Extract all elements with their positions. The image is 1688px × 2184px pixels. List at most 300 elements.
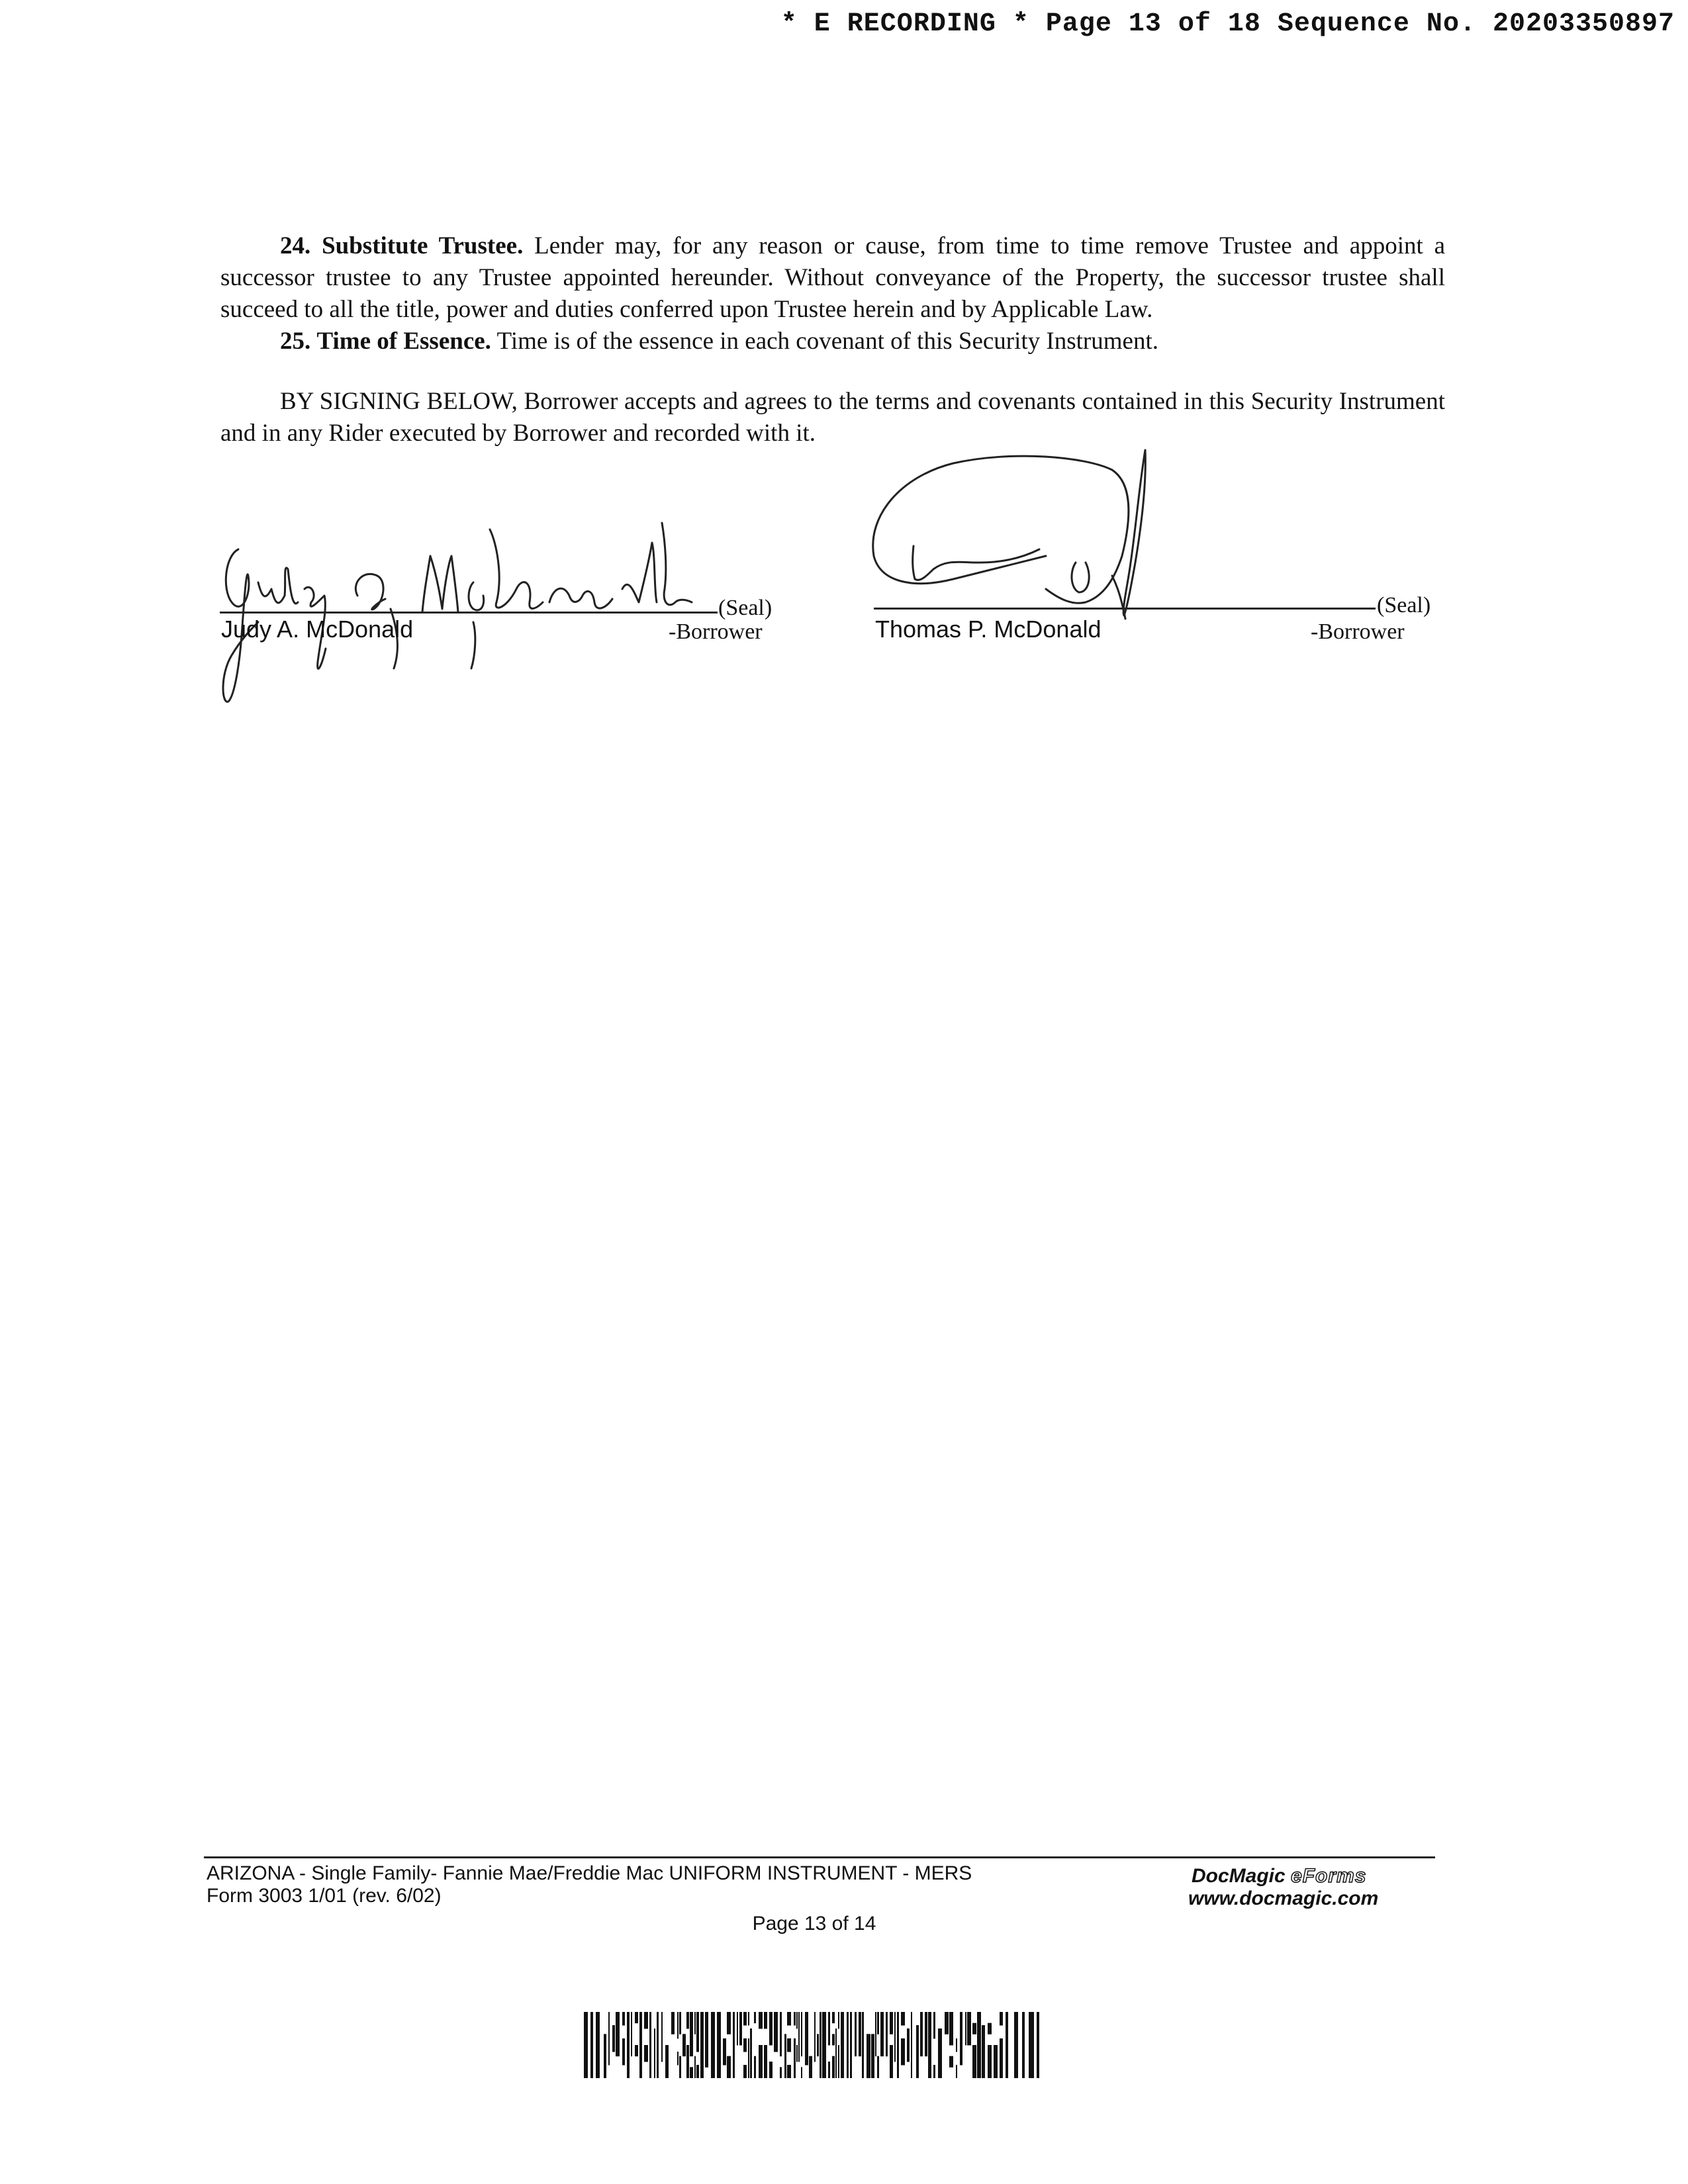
barcode-bar [928, 2034, 931, 2045]
barcode-bar [769, 2028, 773, 2046]
barcode-bar [956, 2038, 957, 2052]
barcode-bar [828, 2028, 830, 2046]
barcode-bar [690, 2034, 693, 2045]
barcode-bar [711, 2025, 715, 2039]
barcode-bar [1006, 2012, 1008, 2034]
barcode-bar [949, 2023, 953, 2034]
barcode-bar [838, 2012, 839, 2029]
barcode-bar [798, 2012, 800, 2029]
barcode-bar [739, 2012, 742, 2029]
barcode-bar [787, 2012, 791, 2026]
barcode-bar [933, 2065, 935, 2078]
barcode-bar [859, 2034, 861, 2056]
barcode-bar [886, 2023, 888, 2034]
barcode-bar [657, 2012, 659, 2034]
barcode-bar [814, 2045, 816, 2062]
barcode-bar [608, 2038, 610, 2052]
barcode-bar [835, 2028, 837, 2046]
brand-name: DocMagic [1192, 1865, 1286, 1887]
barcode-bar [847, 2045, 849, 2062]
barcode-bar [764, 2012, 767, 2029]
barcode-bar [945, 2012, 949, 2034]
barcode-bar [649, 2023, 651, 2034]
barcode-bar [820, 2012, 821, 2029]
barcode-bar [661, 2012, 663, 2029]
barcode-bar [928, 2012, 931, 2023]
barcode-bar [938, 2045, 942, 2062]
barcode-bar [822, 2028, 826, 2046]
barcode-bar [925, 2012, 927, 2034]
barcode-bar [654, 2028, 655, 2046]
barcode-bar [759, 2045, 763, 2062]
barcode-bar [727, 2012, 731, 2034]
barcode-bar [677, 2052, 679, 2066]
barcode-bar [639, 2065, 642, 2078]
barcode-bar [907, 2028, 910, 2046]
barcode-bar [794, 2012, 796, 2026]
barcode-bar [801, 2034, 802, 2045]
barcode-bar [805, 2012, 808, 2026]
barcode-bar [897, 2038, 899, 2052]
barcode-bar [972, 2023, 976, 2034]
barcode-bar [916, 2038, 919, 2052]
barcode-bar [774, 2025, 778, 2039]
barcode-bar [938, 2062, 942, 2078]
barcode-bar [1014, 2012, 1018, 2078]
barcode-bar [890, 2012, 893, 2023]
barcode-bar [933, 2025, 935, 2039]
barcode-bar [665, 2062, 669, 2078]
barcode-bar [690, 2012, 693, 2023]
barcode-bar [977, 2056, 981, 2078]
barcode-bar [871, 2056, 874, 2078]
barcode-bar [608, 2012, 610, 2026]
form-number: Form 3003 1/01 (rev. 6/02) [207, 1885, 442, 1907]
barcode-bar [677, 2025, 679, 2039]
barcode-bar [901, 2012, 905, 2026]
barcode-bar [661, 2028, 663, 2046]
section-25-text: Time is of the essence in each covenant of this Security Instrument. [496, 328, 1158, 355]
barcode-bar [1029, 2012, 1034, 2078]
barcode-bar [862, 2012, 864, 2034]
barcode-bar [743, 2065, 747, 2078]
barcode-bar [631, 2034, 632, 2056]
barcode-image [584, 2012, 1041, 2078]
barcode-bar [832, 2034, 835, 2045]
barcode-bar [982, 2025, 985, 2039]
barcode-bar [696, 2012, 699, 2026]
barcode-bar [977, 2012, 981, 2034]
barcode-bar [780, 2045, 782, 2056]
barcode-bar [635, 2045, 638, 2056]
barcode-bar [750, 2045, 752, 2062]
signature-line-thomas [874, 608, 1376, 610]
barcode-bar [711, 2052, 715, 2066]
barcode-bar [690, 2067, 693, 2078]
barcode-bar [686, 2062, 689, 2078]
barcode-bar [671, 2012, 675, 2034]
barcode-bar [696, 2038, 699, 2052]
barcode-bar [907, 2045, 910, 2062]
barcode-bar [880, 2012, 884, 2023]
barcode-bar [960, 2052, 962, 2066]
barcode-bar [796, 2012, 798, 2029]
barcode-bar [982, 2038, 985, 2052]
barcode-bar [875, 2034, 876, 2056]
barcode-bar [890, 2067, 893, 2078]
barcode-bar [916, 2052, 919, 2066]
barcode-bar [920, 2012, 923, 2034]
barcode-bar [639, 2052, 642, 2066]
barcode-bar [862, 2034, 864, 2056]
barcode-bar [661, 2045, 663, 2062]
barcode-bar [649, 2045, 651, 2056]
barcode-bar [717, 2012, 721, 2034]
barcode-bar [1037, 2012, 1039, 2078]
barcode-bar [733, 2028, 735, 2046]
barcode-bar [627, 2034, 630, 2056]
barcode-bar [798, 2045, 800, 2062]
barcode-bar [608, 2025, 610, 2039]
barcode-bar [635, 2012, 638, 2023]
barcode-bar [759, 2062, 763, 2078]
barcode-bar [920, 2034, 923, 2056]
barcode-bar [665, 2045, 669, 2062]
barcode-bar [867, 2056, 870, 2078]
barcode-bar [960, 2012, 962, 2026]
barcode-bar [711, 2012, 715, 2026]
barcode-bar [820, 2062, 821, 2078]
role-label-thomas: -Borrower [1311, 619, 1405, 644]
barcode-bar [644, 2045, 648, 2062]
barcode-bar [748, 2065, 749, 2078]
barcode-bar [769, 2062, 773, 2078]
barcode-bar [733, 2062, 735, 2078]
barcode-bar [801, 2012, 802, 2023]
barcode-bar [841, 2056, 844, 2078]
barcode-bar [690, 2045, 693, 2056]
barcode-bar [828, 2062, 830, 2078]
barcode-bar [933, 2012, 935, 2026]
page-number: Page 13 of 14 [752, 1913, 876, 1934]
barcode-bar [1000, 2065, 1003, 2078]
barcode-bar [847, 2062, 849, 2078]
barcode-bar [822, 2045, 826, 2062]
barcode-bar [657, 2034, 659, 2056]
barcode-bar [1000, 2038, 1003, 2052]
section-25-number: 25. [280, 328, 311, 355]
barcode-bar [960, 2038, 962, 2052]
barcode-bar [737, 2012, 738, 2029]
barcode-bar [604, 2056, 606, 2078]
barcode-bar [897, 2052, 899, 2066]
barcode-bar [748, 2012, 749, 2026]
barcode-bar [787, 2038, 791, 2052]
barcode-bar [801, 2023, 802, 2034]
barcode-bar [616, 2012, 620, 2034]
barcode-bar [994, 2045, 998, 2062]
footer-divider [204, 1856, 1435, 1858]
signature-line-judy [220, 612, 718, 614]
barcode-bar [901, 2052, 905, 2066]
barcode-bar [814, 2012, 816, 2029]
role-label-judy: -Borrower [669, 619, 763, 644]
barcode-bar [880, 2023, 884, 2034]
barcode-bar [694, 2056, 696, 2078]
barcode-bar [886, 2045, 888, 2056]
barcode-bar [801, 2045, 802, 2056]
barcode-bar [967, 2028, 971, 2046]
barcode-bar [705, 2045, 708, 2056]
barcode-bar [679, 2056, 681, 2078]
barcode-bar [877, 2012, 879, 2034]
barcode-bar [705, 2023, 708, 2034]
barcode-bar [694, 2012, 696, 2034]
recording-header: * E RECORDING * Page 13 of 18 Sequence No. 20203350897 [780, 9, 1675, 39]
barcode-bar [774, 2038, 778, 2052]
barcode-bar [627, 2012, 630, 2034]
barcode-bar [1000, 2052, 1003, 2066]
barcode-bar [737, 2028, 738, 2046]
barcode-bar [631, 2012, 632, 2034]
barcode-bar [748, 2052, 749, 2066]
barcode-bar [733, 2012, 735, 2029]
barcode-bar [733, 2045, 735, 2062]
barcode-bar [622, 2038, 625, 2052]
barcode-bar [654, 2045, 655, 2062]
seal-label-thomas: (Seal) [1377, 593, 1431, 617]
signer-name-thomas: Thomas P. McDonald [875, 615, 1102, 643]
barcode-bar [622, 2012, 625, 2026]
barcode-bar [1000, 2012, 1003, 2026]
barcode-bar [977, 2034, 981, 2056]
barcode-bar [894, 2012, 896, 2029]
barcode-bar [832, 2067, 835, 2078]
barcode-bar [994, 2062, 998, 2078]
barcode-bar [928, 2056, 931, 2068]
section-24-title: Substitute Trustee. [322, 232, 524, 259]
barcode-bar [696, 2025, 699, 2039]
section-25 [220, 326, 1445, 357]
barcode-bar [759, 2012, 763, 2029]
barcode-bar [886, 2012, 888, 2023]
barcode-bar [967, 2012, 971, 2029]
barcode-bar [890, 2056, 893, 2068]
barcode-bar [972, 2056, 976, 2068]
barcode-bar [622, 2052, 625, 2066]
barcode-bar [700, 2034, 704, 2045]
barcode-bar [654, 2062, 655, 2078]
barcode-bar [925, 2034, 927, 2056]
barcode-bar [679, 2012, 681, 2034]
seal-label-judy: (Seal) [718, 596, 773, 620]
barcode-bar [928, 2045, 931, 2056]
signature-block-thomas [861, 430, 1443, 668]
barcode-bar [877, 2056, 879, 2078]
barcode-bar [739, 2028, 742, 2046]
signer-name-judy: Judy A. McDonald [221, 615, 414, 643]
barcode-bar [897, 2065, 899, 2078]
barcode-bar [780, 2023, 782, 2034]
barcode-bar [748, 2038, 749, 2052]
barcode-bar [608, 2052, 610, 2066]
barcode-bar [705, 2056, 708, 2068]
barcode-bar [774, 2012, 778, 2026]
barcode-bar [855, 2012, 857, 2034]
barcode-bar [754, 2012, 756, 2023]
barcode-bar [820, 2028, 821, 2046]
barcode-bar [769, 2012, 773, 2029]
barcode-bar [796, 2045, 798, 2062]
barcode-bar [822, 2062, 826, 2078]
barcode-bar [880, 2045, 884, 2056]
barcode-bar [612, 2025, 615, 2039]
barcode-bar [890, 2023, 893, 2034]
barcode-bar [784, 2056, 786, 2078]
barcode-bar [949, 2012, 953, 2023]
barcode-bar [832, 2056, 835, 2068]
barcode-bar [794, 2065, 796, 2078]
barcode-bar [897, 2012, 899, 2026]
barcode-bar [764, 2062, 767, 2078]
barcode-bar [820, 2045, 821, 2062]
barcode-bar [850, 2012, 852, 2034]
barcode-bar [805, 2052, 808, 2066]
brand-logo [1192, 1865, 1366, 1888]
barcode-bar [764, 2045, 767, 2062]
barcode-bar [960, 2025, 962, 2039]
barcode-bar [754, 2067, 756, 2078]
section-24 [220, 230, 1445, 326]
barcode-bar [700, 2023, 704, 2034]
barcode-bar [784, 2034, 786, 2056]
barcode-bar [717, 2056, 721, 2078]
barcode-bar [886, 2034, 888, 2045]
barcode-bar [890, 2045, 893, 2056]
barcode-bar [988, 2045, 992, 2056]
barcode-bar [711, 2065, 715, 2078]
barcode-bar [794, 2038, 796, 2052]
barcode-bar [657, 2056, 659, 2078]
barcode-bar [972, 2067, 976, 2078]
section-25-title: Time of Essence. [316, 328, 491, 355]
barcode-bar [801, 2067, 802, 2078]
section-24-number: 24. [280, 232, 311, 259]
barcode-bar [972, 2045, 976, 2056]
barcode-bar [901, 2038, 905, 2052]
barcode-bar [1022, 2012, 1025, 2078]
barcode-bar [928, 2067, 931, 2078]
barcode-bar [780, 2067, 782, 2078]
barcode-bar [828, 2012, 830, 2029]
barcode-bar [835, 2062, 837, 2078]
section-24-text: Lender may, for any reason or cause, from time to time remove Trustee and appoint a successor trustee to any Trustee appointed hereunder. Without conveyance of the Property, the successor trustee shall succeed to all the title, power and duties conferred upon Trustee herein and by Applicable Law. [220, 232, 1445, 323]
barcode-bar [711, 2038, 715, 2052]
barcode-bar [794, 2052, 796, 2066]
barcode-bar [787, 2065, 791, 2078]
barcode-bar [639, 2025, 642, 2039]
barcode-bar [982, 2052, 985, 2066]
barcode-bar [750, 2062, 752, 2078]
barcode-bar [911, 2012, 912, 2034]
barcode-bar [832, 2012, 835, 2023]
barcode-bar [649, 2067, 651, 2078]
barcode-bar [590, 2012, 593, 2078]
barcode-bar [682, 2034, 686, 2056]
barcode-bar [894, 2045, 896, 2062]
brand-url: www.docmagic.com [1188, 1888, 1379, 1909]
barcode-bar [700, 2067, 704, 2078]
barcode-bar [988, 2023, 992, 2034]
barcode-bar [649, 2034, 651, 2045]
barcode-bar [965, 2028, 966, 2046]
barcode-bar [928, 2023, 931, 2034]
barcode-bar [862, 2056, 864, 2078]
barcode-bar [988, 2067, 992, 2078]
barcode-bar [743, 2038, 747, 2052]
barcode-bar [911, 2056, 912, 2078]
barcode-bar [855, 2034, 857, 2056]
barcode-bar [867, 2034, 870, 2056]
barcode-bar [644, 2012, 648, 2029]
barcode-bar [700, 2056, 704, 2068]
barcode-bar [612, 2038, 615, 2052]
barcode-bar [723, 2052, 726, 2066]
barcode-bar [780, 2034, 782, 2045]
barcode-bar [616, 2034, 620, 2056]
barcode-bar [686, 2012, 689, 2029]
barcode-bar [949, 2056, 953, 2068]
barcode-bar [677, 2012, 679, 2026]
barcode-bar [911, 2034, 912, 2056]
barcode-bar [859, 2012, 861, 2034]
barcode-bar [938, 2028, 942, 2046]
brand-suffix: eForms [1291, 1865, 1367, 1887]
signing-statement: BY SIGNING BELOW, Borrower accepts and agrees to the terms and covenants contained in this Security Instrument and in any Rider executed by Borrower and recorded with it. [220, 388, 1445, 447]
barcode-bar [1006, 2056, 1008, 2078]
barcode-bar [838, 2045, 839, 2062]
barcode-bar [850, 2034, 852, 2056]
barcode-bar [705, 2012, 708, 2023]
barcode-bar [639, 2038, 642, 2052]
barcode-bar [727, 2056, 731, 2078]
barcode-bar [743, 2012, 747, 2026]
barcode-bar [584, 2012, 588, 2078]
barcode-bar [875, 2012, 876, 2034]
barcode-bar [639, 2012, 642, 2026]
barcode-bar [805, 2038, 808, 2052]
barcode-bar [949, 2034, 953, 2045]
barcode-bar [627, 2056, 630, 2078]
barcode-bar [982, 2065, 985, 2078]
barcode-bar [596, 2012, 600, 2078]
barcode-bar [705, 2034, 708, 2045]
barcode-bar [696, 2065, 699, 2078]
signature-block-judy [212, 503, 781, 715]
barcode-bar [850, 2056, 852, 2078]
barcode-bar [835, 2045, 837, 2062]
barcode-bar [916, 2065, 919, 2078]
form-title: ARIZONA - Single Family- Fannie Mae/Freddie Mac UNIFORM INSTRUMENT - MERS [207, 1862, 972, 1884]
barcode-bar [965, 2012, 966, 2029]
barcode-bar [809, 2056, 812, 2078]
barcode-bar [847, 2012, 849, 2029]
barcode-bar [604, 2034, 606, 2056]
barcode-bar [988, 2056, 992, 2068]
barcode-bar [841, 2034, 844, 2056]
barcode-bar [838, 2062, 839, 2078]
barcode-bar [780, 2012, 782, 2023]
